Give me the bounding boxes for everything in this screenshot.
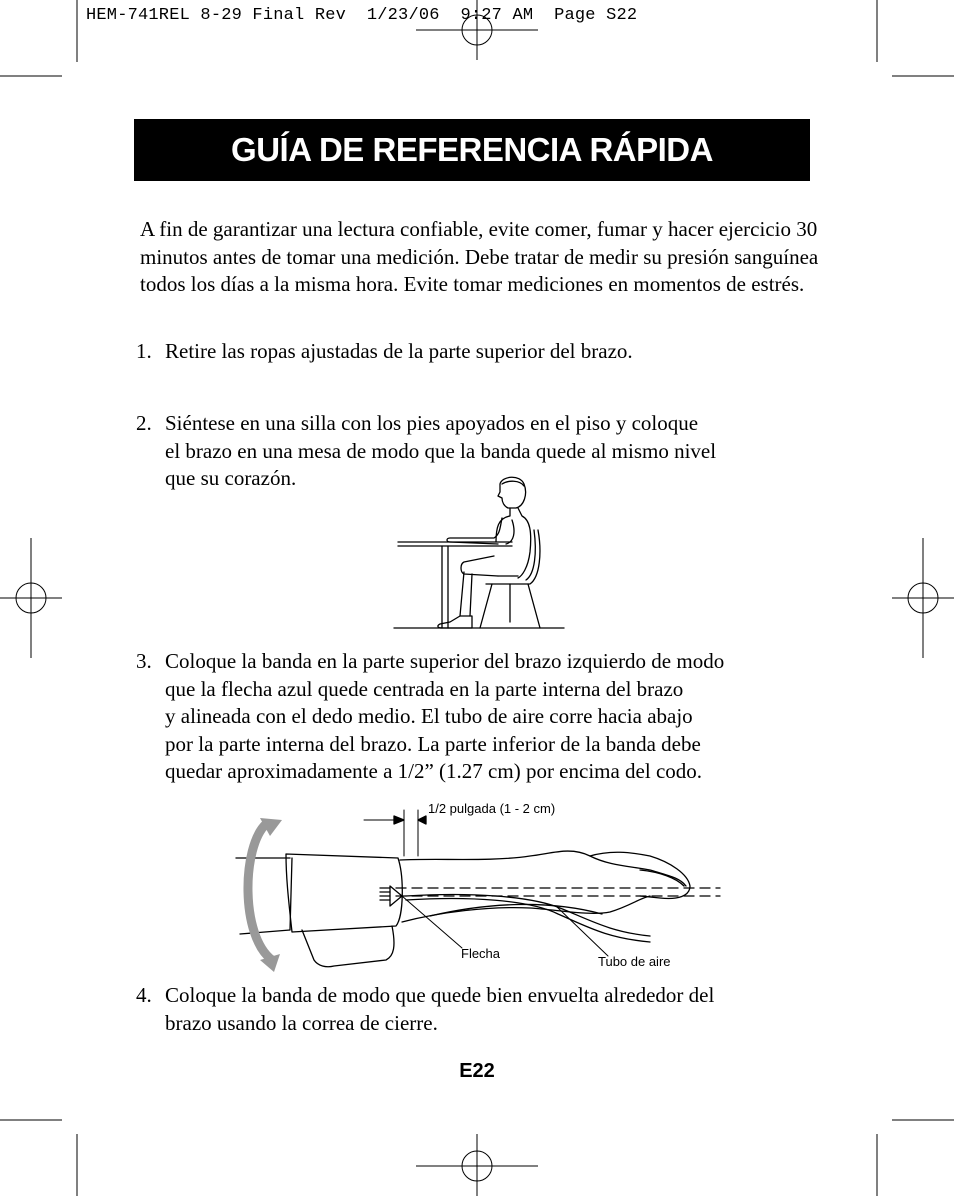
step-text: Coloque la banda en la parte superior del brazo izquierdo de modo que la flecha azul quede centrada en la parte interna del brazo y alineada con el dedo medio. El tubo de aire corre hacia abajo por la parte interna del brazo. La parte inferior de la banda debe quedar aproximadamente a 1/2” (1.27 cm) por encima del codo. — [165, 649, 725, 783]
step-text: Siéntese en una silla con los pies apoyados en el piso y coloque el brazo en una mesa de modo que la banda quede al mismo nivel que su corazón. — [165, 411, 717, 490]
step-4 — [136, 982, 826, 1037]
step-text: Coloque la banda de modo que quede bien envuelta alrededor del brazo usando la correa de cierre. — [165, 983, 715, 1035]
air-tube-label: Tubo de aire — [598, 954, 671, 969]
step-3 — [136, 648, 826, 786]
step-number: 2. — [136, 411, 152, 435]
title-banner — [134, 119, 810, 181]
step-number: 1. — [136, 339, 152, 363]
arrow-label: Flecha — [461, 946, 501, 961]
distance-label: 1/2 pulgada (1 - 2 cm) — [428, 801, 556, 816]
step-1 — [136, 338, 826, 366]
print-slug: HEM-741REL 8-29 Final Rev 1/23/06 9:27 AM Page S22 — [86, 6, 638, 25]
page-title: GUÍA DE REFERENCIA RÁPIDA — [231, 131, 713, 168]
step-number: 4. — [136, 983, 152, 1007]
step-text: Retire las ropas ajustadas de la parte superior del brazo. — [165, 339, 633, 363]
step-number: 3. — [136, 649, 152, 673]
intro-paragraph: A fin de garantizar una lectura confiable, evite comer, fumar y hacer ejercicio 30 minutos antes de tomar una medición. Debe tratar de medir su presión sanguínea todos los días a la misma hora. Evite tomar mediciones en momentos de estrés. — [140, 217, 819, 296]
cuff-placement-illustration — [230, 796, 730, 976]
seated-person-illustration — [390, 472, 570, 634]
page-number: E22 — [459, 1060, 495, 1082]
